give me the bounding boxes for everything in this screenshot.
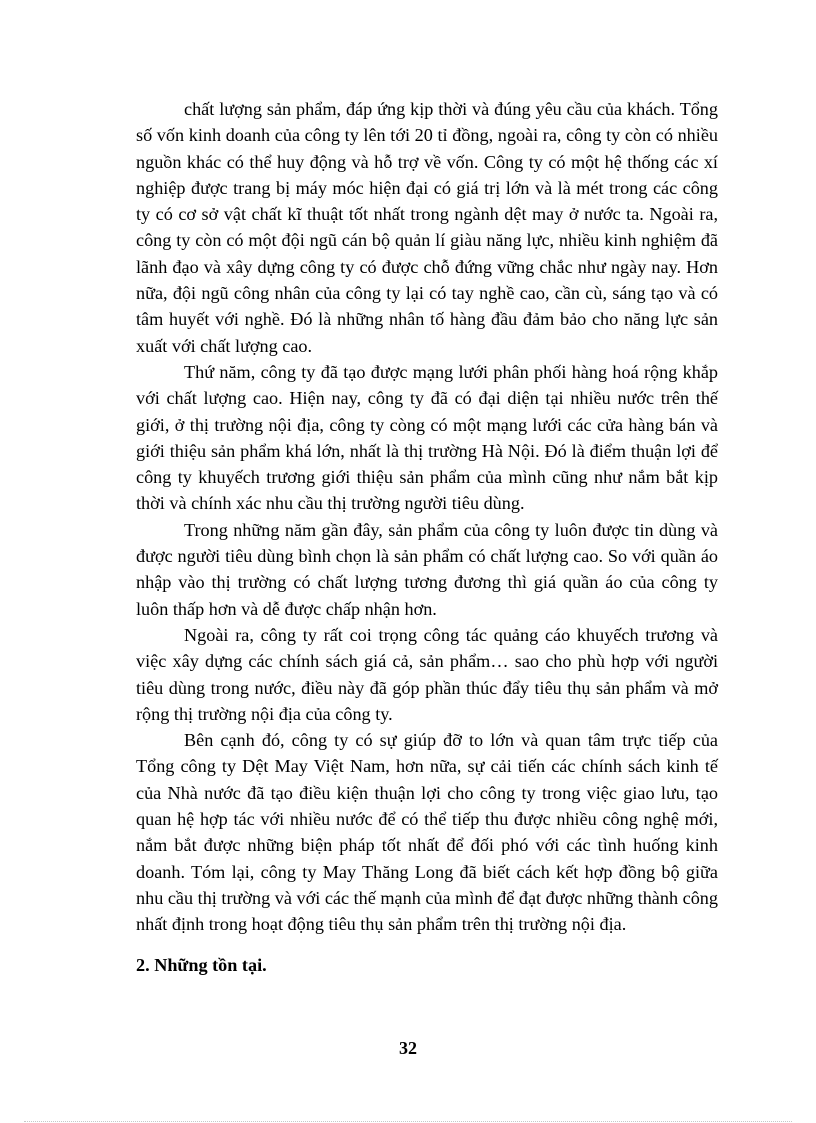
page-bottom-border <box>24 1121 792 1122</box>
page-number: 32 <box>399 1038 417 1058</box>
body-paragraph-3: Trong những năm gần đây, sản phẩm của công ty luôn được tin dùng và được người tiêu dùng bình chọn là sản phẩm có chất lượng cao. So với quần áo nhập vào thị trường có chất lượng tương đương thì giá quần áo của công ty luôn thấp hơn và dễ được chấp nhận hơn. <box>136 519 718 619</box>
section-heading: 2. Những tồn tại. <box>136 954 267 975</box>
body-paragraph-1: chất lượng sản phẩm, đáp ứng kịp thời và đúng yêu cầu của khách. Tổng số vốn kinh doanh của công ty lên tới 20 tỉ đồng, ngoài ra, công ty còn có nhiều nguồn khác có thể huy động và hỗ trợ về vốn. Công ty có một hệ thống các xí nghiệp được trang bị máy móc hiện đại có giá trị lớn và là mét trong các công ty có cơ sở vật chất kĩ thuật tốt nhất trong ngành dệt may ở nước ta. Ngoài ra, công ty còn có một đội ngũ cán bộ quản lí giàu năng lực, nhiều kinh nghiệm đã lãnh đạo và xây dựng công ty có được chỗ đứng vững chắc như ngày nay. Hơn nữa, đội ngũ công nhân của công ty lại có tay nghề cao, cần cù, sáng tạo và có tâm huyết với nghề. Đó là những nhân tố hàng đầu đảm bảo cho năng lực sản xuất với chất lượng cao. <box>136 99 718 356</box>
page-body <box>136 96 718 978</box>
body-paragraph-4: Ngoài ra, công ty rất coi trọng công tác quảng cáo khuyếch trương và việc xây dựng các chính sách giá cả, sản phẩm… sao cho phù hợp với người tiêu dùng trong nước, điều này đã góp phần thúc đẩy tiêu thụ sản phẩm và mở rộng thị trường nội địa của công ty. <box>136 624 718 724</box>
body-paragraph-2: Thứ năm, công ty đã tạo được mạng lưới phân phối hàng hoá rộng khắp với chất lượng cao. Hiện nay, công ty đã có đại diện tại nhiều nước trên thế giới, ở thị trường nội địa, công ty còng có một mạng lưới các cửa hàng bán và giới thiệu sản phẩm khá lớn, nhất là thị trường Hà Nội. Đó là điểm thuận lợi để công ty khuyếch trương giới thiệu sản phẩm của mình cũng như nắm bắt kịp thời và chính xác nhu cầu thị trường người tiêu dùng. <box>136 361 718 514</box>
body-paragraph-5: Bên cạnh đó, công ty có sự giúp đỡ to lớn và quan tâm trực tiếp của Tổng công ty Dệt May Việt Nam, hơn nữa, sự cải tiến các chính sách kinh tế của Nhà nước đã tạo điều kiện thuận lợi cho công ty trong việc giao lưu, tạo quan hệ hợp tác với nhiều nước để có thể tiếp thu được nhiều công nghệ mới, nắm bắt được những biện pháp tốt nhất để đối phó với các tình huống kinh doanh. Tóm lại, công ty May Thăng Long đã biết cách kết hợp đồng bộ giữa nhu cầu thị trường và với các thế mạnh của mình để đạt được những thành công nhất định trong hoạt động tiêu thụ sản phẩm trên thị trường nội địa. <box>136 730 718 935</box>
